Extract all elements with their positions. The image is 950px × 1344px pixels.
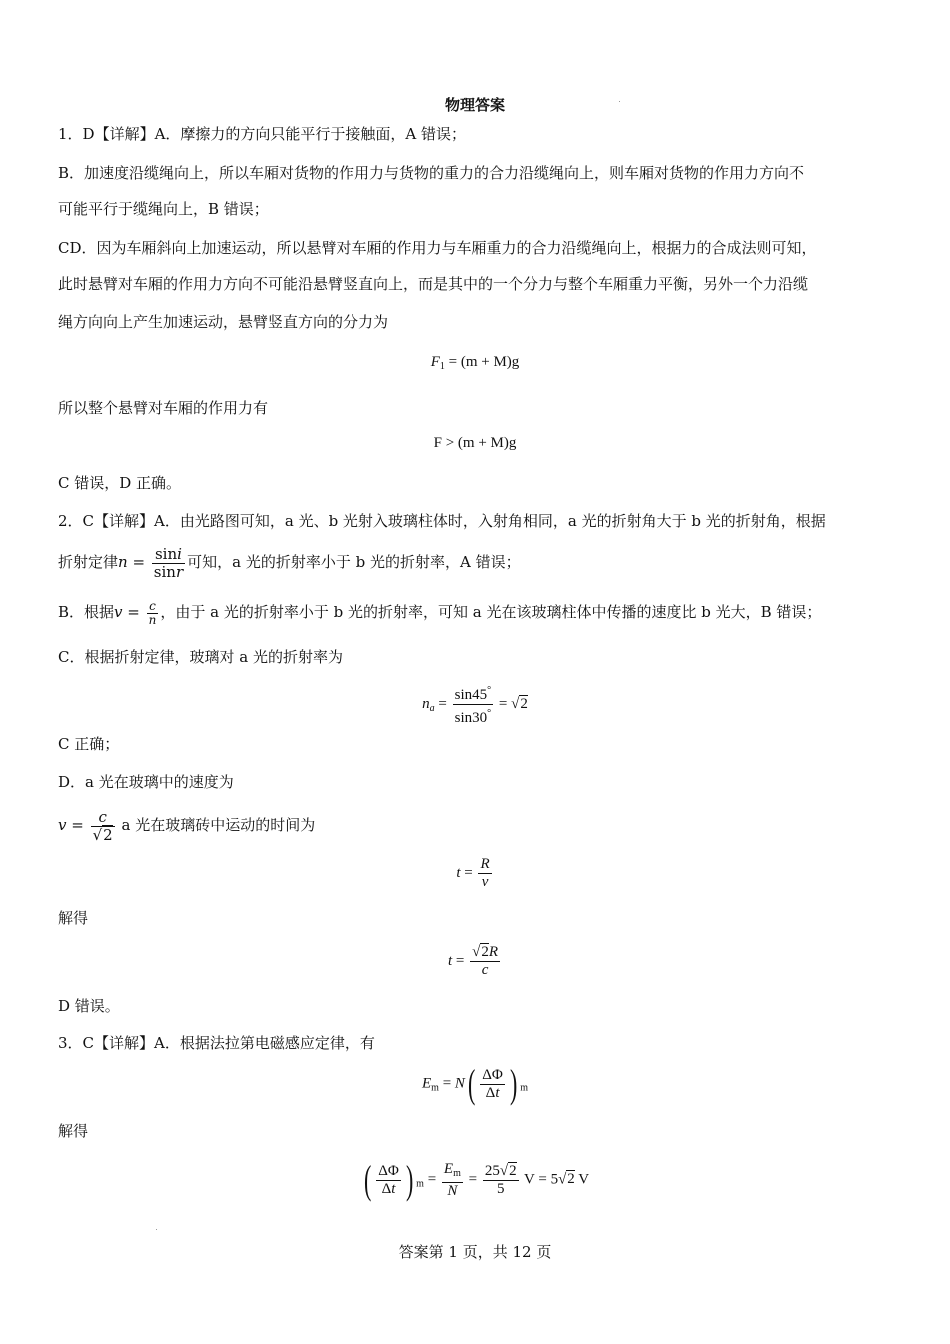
q2-line-2-lead: 折射定律 (58, 553, 119, 571)
page-title: 物理答案 (444, 96, 505, 114)
equation-na: $n_a$ = $\frac{\sin 45^\circ}{\sin 30^\circ}$ = √2 (0, 682, 950, 727)
q2-line-3: B．根据v = $\frac{c}{n}$ ，由于 a 光的折射率小于 b 光的折射率，可知 a 光在该玻璃柱体中传播的速度比 b 光大，B 错误； (58, 598, 822, 627)
q1-line-1: 1．D【详解】A．摩擦力的方向只能平行于接触面，A 错误； (58, 125, 467, 143)
q2-line-7-text: a 光在玻璃砖中运动的时间为 (121, 816, 316, 834)
q2-line-2-tail: 可知，a 光的折射率小于 b 光的折射率，A 错误； (187, 553, 521, 571)
q3-line-2: 解得 (58, 1122, 89, 1140)
q2-line-6: D．a 光在玻璃中的速度为 (58, 773, 234, 791)
speed-fraction: $\frac{c}{n}$ (148, 598, 157, 627)
equation-t-rv: t = $\frac{R}{v}$ (456, 856, 490, 890)
q1-line-3: 可能平行于缆绳向上，B 错误； (58, 200, 269, 218)
equation-f1-rhs: = (m + M)g (448, 354, 520, 370)
page-footer: 答案第 1 页，共 12 页 (398, 1243, 552, 1261)
equation-t-result: t = $\frac{√2R}{c}$ (447, 944, 499, 978)
equation-f1: $F_1 = (m + M)g$ (430, 354, 520, 372)
q2-line-9: D 错误。 (58, 997, 120, 1015)
q1-line-2: B．加速度沿缆绳向上，所以车厢对货物的作用力与货物的重力的合力沿缆绳向上，则车厢对货物的作用力方向不 (58, 164, 805, 182)
q1-line-4: CD．因为车厢斜向上加速运动，所以悬臂对车厢的作用力与车厢重力的合力沿缆绳向上，根据力的合成法则可知， (58, 239, 817, 257)
q1-line-5: 此时悬臂对车厢的作用力方向不可能沿悬臂竖直向上，而是其中的一个分力与整个车厢重力平衡，另外一个力沿缆 (58, 275, 809, 293)
q1-line-7: 所以整个悬臂对车厢的作用力有 (58, 399, 269, 417)
q2-line-3-tail: ，由于 a 光的折射率小于 b 光的折射率，可知 a 光在该玻璃柱体中传播的速度比 b 光大，B 错误； (160, 603, 822, 621)
speck (156, 1229, 157, 1230)
q1-line-8: C 错误，D 正确。 (58, 474, 182, 492)
q2-line-3-lead: B．根据 (58, 603, 115, 621)
equation-em: $E_m = N$( $\frac{\Delta\Phi}{\Delta t}$ ) $_m$ (422, 1061, 528, 1106)
speck (619, 101, 620, 102)
q2-line-8: 解得 (58, 909, 89, 927)
q2-line-2: 折射定律n = $\frac{\sin i}{\sin r}$ 可知，a 光的折射率小于 b 光的折射率，A 错误； (58, 544, 521, 581)
equation-flux-rate: ( $\frac{\Delta\Phi}{\Delta t}$ ) $_m$ = $\frac{E_m}{N}$ = $\frac{25√2}{5}$ V = 5√2 V (363, 1157, 590, 1202)
q1-line-6: 绳方向向上产生加速运动，悬臂竖直方向的分力为 (58, 313, 389, 331)
refraction-fraction: $\frac{\sin i}{\sin r}$ (153, 544, 184, 581)
q2-line-5: C 正确； (58, 735, 120, 753)
q2-line-7: v = $\frac{c}{√2}$ a 光在玻璃砖中运动的时间为 (58, 807, 316, 844)
q2-line-4: C．根据折射定律，玻璃对 a 光的折射率为 (58, 648, 343, 666)
q3-line-1: 3．C【详解】A．根据法拉第电磁感应定律，有 (58, 1034, 375, 1052)
q2-line-1: 2．C【详解】A．由光路图可知，a 光、b 光射入玻璃柱体时，入射角相同，a 光的折射角大于 b 光的折射角，根据 (58, 512, 826, 530)
equation-f: F > (m + M)g (433, 435, 517, 451)
